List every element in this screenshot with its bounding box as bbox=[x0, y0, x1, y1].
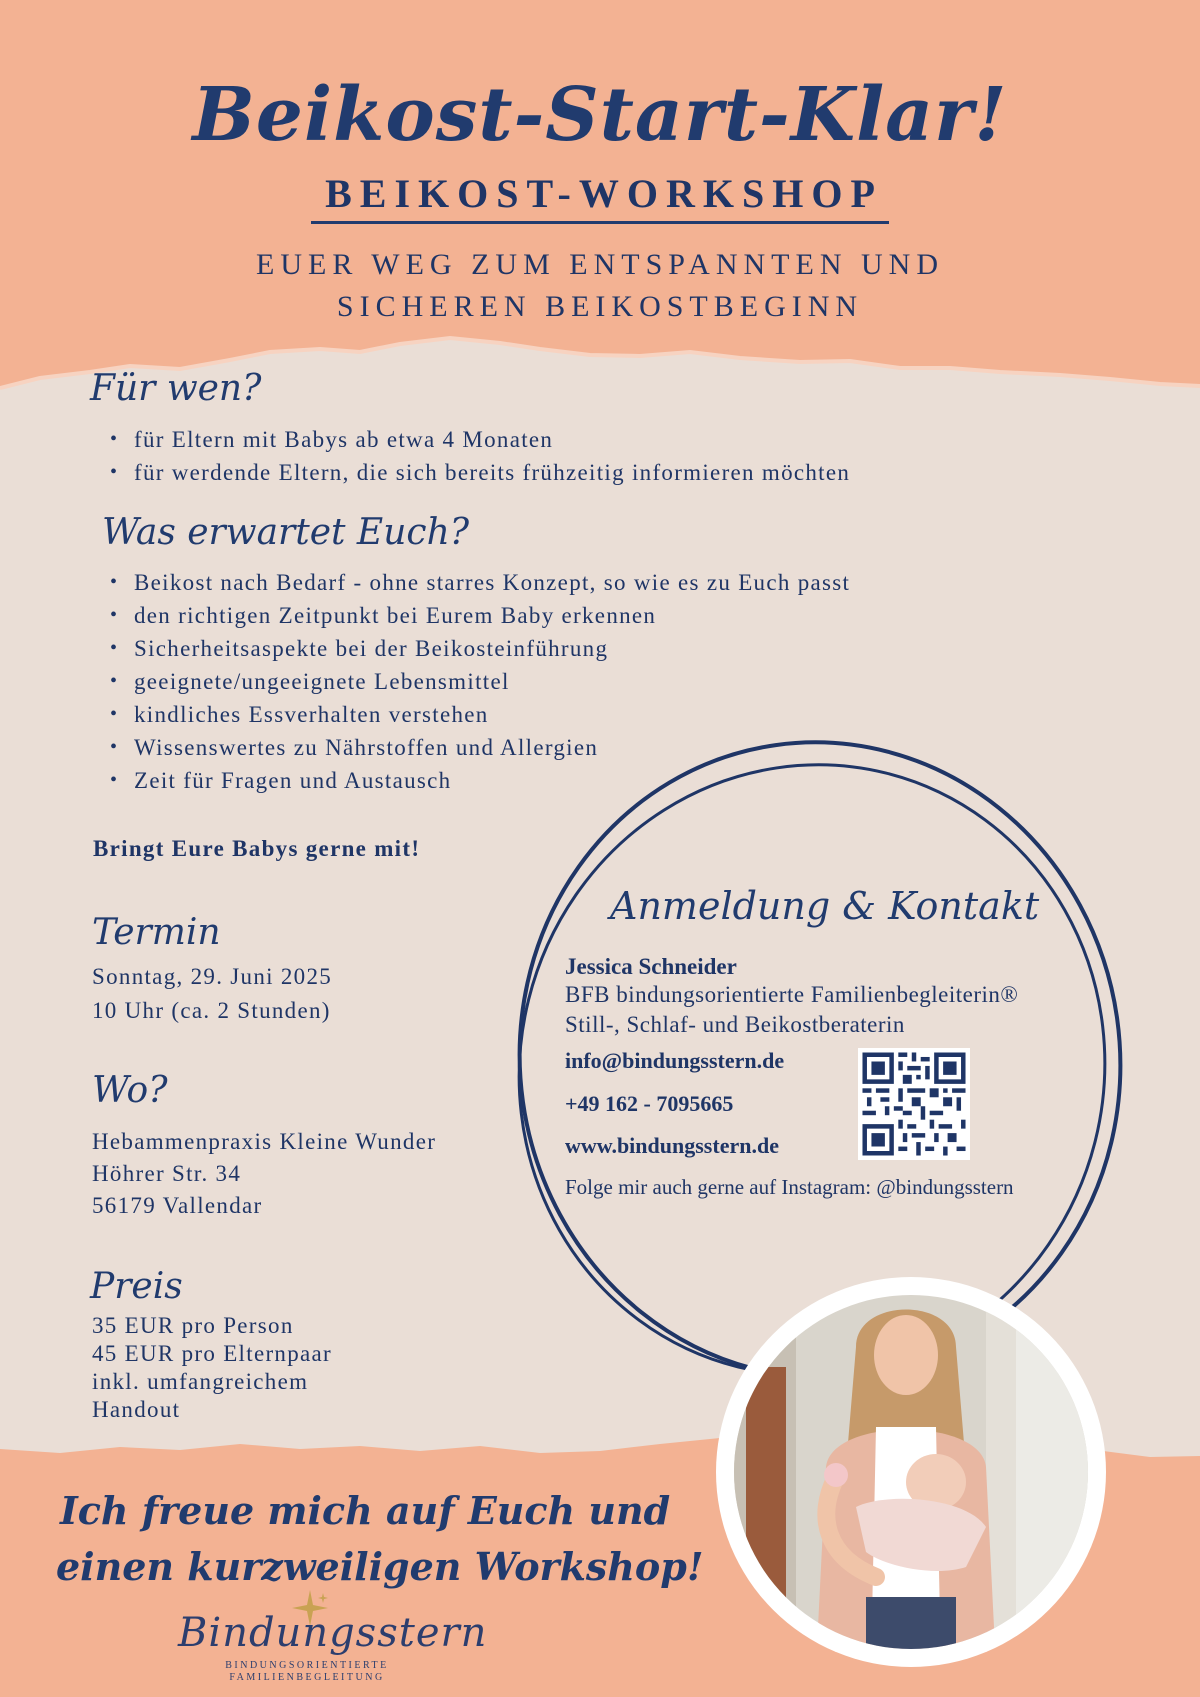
list-item: • für Eltern mit Babys ab etwa 4 Monaten bbox=[94, 423, 850, 456]
audience-heading: Für wen? bbox=[90, 368, 262, 409]
list-item: • kindliches Essverhalten verstehen bbox=[94, 698, 850, 731]
closing-line-2: einen kurzweiligen Workshop! bbox=[56, 1544, 704, 1589]
list-item: • Beikost nach Bedarf - ohne starres Konzept, so wie es zu Euch passt bbox=[94, 566, 850, 599]
list-item: • Sicherheitsaspekte bei der Beikosteinführung bbox=[94, 632, 850, 665]
workshop-subtitle bbox=[0, 170, 1200, 224]
page-title: Beikost-Start-Klar! bbox=[192, 72, 1008, 158]
date-heading: Termin bbox=[92, 912, 221, 953]
tagline-line-2: SICHEREN BEIKOSTBEGINN bbox=[336, 290, 864, 323]
contact-email[interactable]: info@bindungsstern.de bbox=[565, 1048, 785, 1073]
contact-role-2: Still-, Schlaf- und Beikostberaterin bbox=[565, 1012, 905, 1037]
audience-list bbox=[94, 423, 850, 489]
portrait-illustration bbox=[716, 1277, 1106, 1667]
location-line-3: 56179 Vallendar bbox=[92, 1193, 263, 1218]
expectations-heading: Was erwartet Euch? bbox=[102, 512, 470, 553]
contact-role-1: BFB bindungsorientierte Familienbegleiterin® bbox=[565, 982, 1019, 1007]
tagline-line-1: EUER WEG ZUM ENTSPANNTEN UND bbox=[256, 248, 944, 281]
contact-heading: Anmeldung & Kontakt bbox=[610, 884, 1040, 928]
qr-code-icon[interactable] bbox=[858, 1048, 970, 1160]
portrait-photo bbox=[716, 1277, 1106, 1667]
price-line-3: inkl. umfangreichem bbox=[92, 1369, 309, 1394]
price-line-2: 45 EUR pro Elternpaar bbox=[92, 1341, 332, 1366]
list-item: • Zeit für Fragen und Austausch bbox=[94, 764, 850, 797]
bring-babies-note: Bringt Eure Babys gerne mit! bbox=[93, 836, 421, 861]
list-item: • für werdende Eltern, die sich bereits frühzeitig informieren möchten bbox=[94, 456, 850, 489]
list-item: • geeignete/ungeeignete Lebensmittel bbox=[94, 665, 850, 698]
contact-website[interactable]: www.bindungsstern.de bbox=[565, 1133, 779, 1158]
contact-name: Jessica Schneider bbox=[565, 954, 737, 979]
price-heading: Preis bbox=[90, 1266, 183, 1307]
logo-wordmark: Bindungsstern bbox=[178, 1610, 488, 1656]
contact-instagram[interactable]: Folge mir auch gerne auf Instagram: @bindungsstern bbox=[565, 1175, 1014, 1199]
location-line-2: Höhrer Str. 34 bbox=[92, 1161, 242, 1186]
contact-phone[interactable]: +49 162 - 7095665 bbox=[565, 1091, 734, 1116]
list-item: • Wissenswertes zu Nährstoffen und Allergien bbox=[94, 731, 850, 764]
logo-tagline-1: BINDUNGSORIENTIERTE bbox=[225, 1660, 389, 1671]
closing-line-1: Ich freue mich auf Euch und bbox=[60, 1488, 671, 1533]
price-line-1: 35 EUR pro Person bbox=[92, 1313, 294, 1338]
workshop-subtitle-text: BEIKOST-WORKSHOP bbox=[311, 170, 889, 224]
list-item: • den richtigen Zeitpunkt bei Eurem Baby erkennen bbox=[94, 599, 850, 632]
date-line-1: Sonntag, 29. Juni 2025 bbox=[92, 964, 333, 989]
price-line-4: Handout bbox=[92, 1397, 181, 1422]
location-line-1: Hebammenpraxis Kleine Wunder bbox=[92, 1129, 437, 1154]
date-line-2: 10 Uhr (ca. 2 Stunden) bbox=[92, 998, 331, 1023]
location-heading: Wo? bbox=[92, 1070, 168, 1111]
logo-tagline-2: FAMILIENBEGLEITUNG bbox=[229, 1672, 385, 1683]
